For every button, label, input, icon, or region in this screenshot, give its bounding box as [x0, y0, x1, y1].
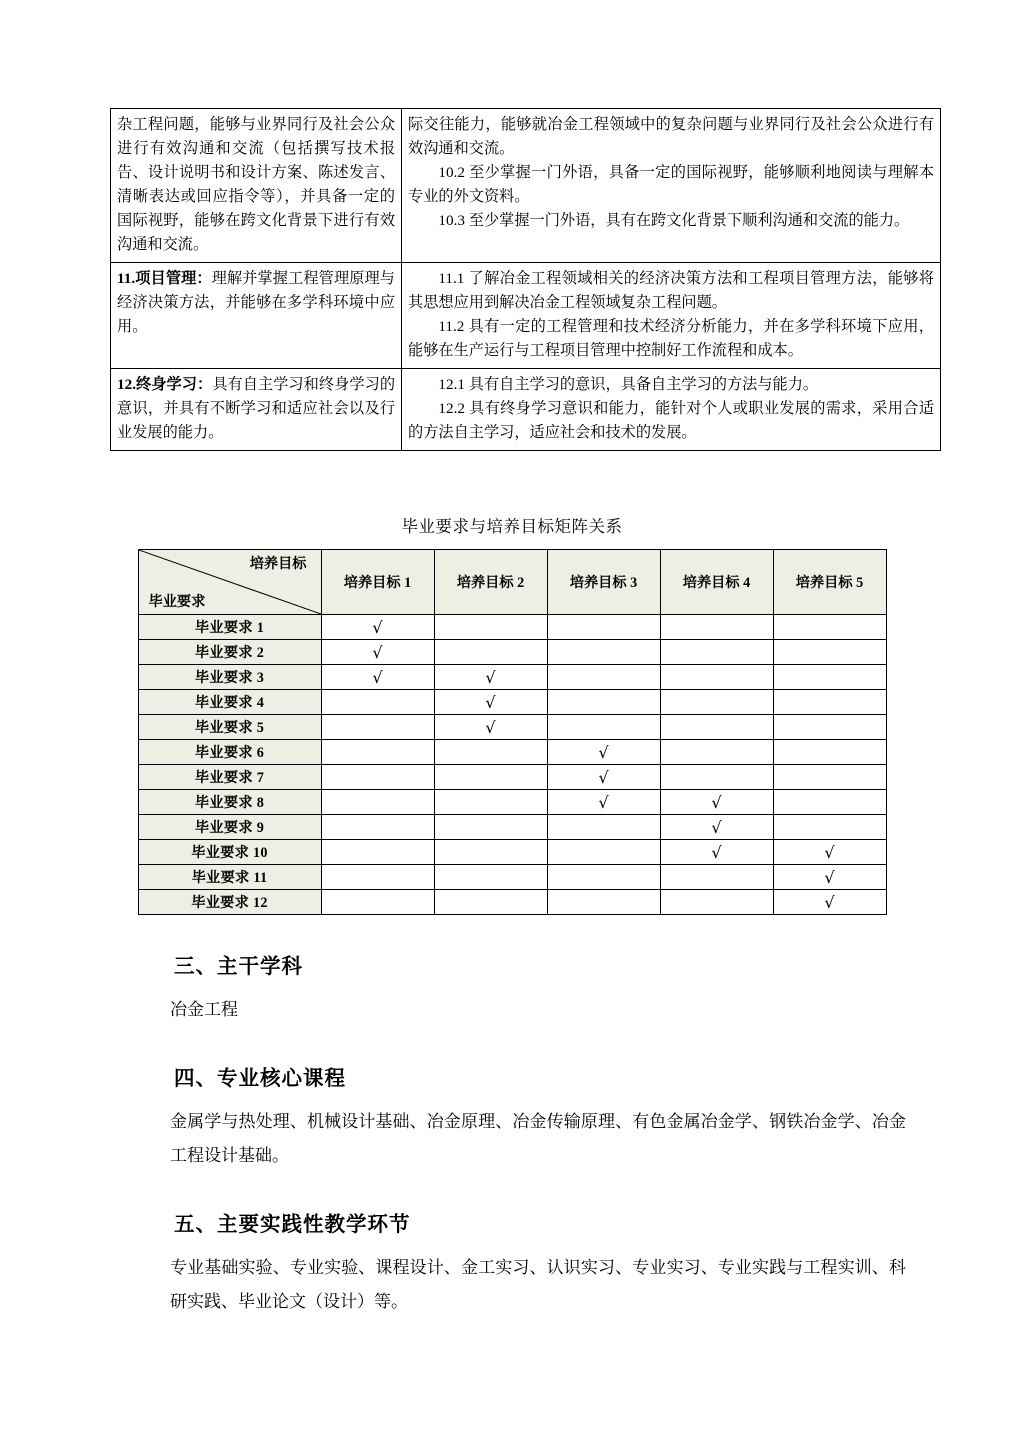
matrix-row-header: 毕业要求 11: [138, 865, 321, 890]
table-row: [111, 263, 941, 369]
requirement-body: 具有自主学习和终身学习的意识，并具有不断学习和适应社会以及行业发展的能力。: [117, 376, 396, 442]
matrix-cell-checked: √: [660, 840, 773, 865]
requirement-title: 11.项目管理：: [117, 270, 212, 288]
matrix-cell-checked: √: [434, 715, 547, 740]
matrix-cell-checked: √: [547, 790, 660, 815]
matrix-cell-empty: [434, 640, 547, 665]
requirements-objectives-matrix: [138, 549, 887, 915]
matrix-cell-empty: [773, 690, 886, 715]
matrix-cell-empty: [434, 840, 547, 865]
matrix-row-header: 毕业要求 10: [138, 840, 321, 865]
matrix-col-header: 培养目标 2: [434, 550, 547, 615]
matrix-row-header: 毕业要求 7: [138, 765, 321, 790]
table-row: [138, 840, 886, 865]
section-paragraph: 专业基础实验、专业实验、课程设计、金工实习、认识实习、专业实习、专业实践与工程实训、科研实践、毕业论文（设计）等。: [170, 1258, 906, 1312]
matrix-row-header: 毕业要求 8: [138, 790, 321, 815]
matrix-cell-empty: [773, 815, 886, 840]
matrix-cell-empty: [434, 790, 547, 815]
matrix-cell-empty: [321, 865, 434, 890]
matrix-header-row: [138, 550, 886, 615]
matrix-cell-empty: [547, 615, 660, 640]
matrix-cell-empty: [660, 615, 773, 640]
matrix-cell-checked: √: [321, 615, 434, 640]
table-row: [138, 740, 886, 765]
matrix-cell-empty: [321, 790, 434, 815]
matrix-cell-empty: [660, 665, 773, 690]
matrix-row-header: 毕业要求 5: [138, 715, 321, 740]
table-row: [138, 690, 886, 715]
matrix-cell-empty: [660, 890, 773, 915]
table-row: [138, 665, 886, 690]
indicator-text: 12.1 具有自主学习的意识，具备自主学习的方法与能力。: [438, 376, 819, 394]
matrix-cell-empty: [434, 765, 547, 790]
matrix-cell-empty: [434, 815, 547, 840]
table-row: [138, 640, 886, 665]
indicator-text: 11.2 具有一定的工程管理和技术经济分析能力，并在多学科环境下应用，能够在生产运行与工程项目管理中控制好工作流程和成本。: [408, 318, 934, 360]
matrix-row-header: 毕业要求 9: [138, 815, 321, 840]
matrix-cell-empty: [547, 815, 660, 840]
matrix-corner-bottom-label: 毕业要求: [148, 594, 206, 611]
matrix-cell-empty: [547, 865, 660, 890]
matrix-title: 毕业要求与培养目标矩阵关系: [401, 517, 623, 537]
matrix-col-header: 培养目标 5: [773, 550, 886, 615]
matrix-cell-empty: [547, 715, 660, 740]
matrix-cell-empty: [660, 690, 773, 715]
table-row: [138, 715, 886, 740]
table-row: [138, 815, 886, 840]
matrix-corner-top-label: 培养目标: [249, 556, 307, 573]
matrix-cell-empty: [547, 690, 660, 715]
matrix-col-header: 培养目标 1: [321, 550, 434, 615]
requirement-text: [117, 373, 395, 445]
table-row: [138, 890, 886, 915]
requirement-description-cell: [111, 109, 402, 263]
indicator-text: 11.1 了解冶金工程领域相关的经济决策方法和工程项目管理方法，能够将其思想应用到解决冶金工程领域复杂工程问题。: [408, 270, 934, 312]
section-paragraph: 冶金工程: [170, 1000, 238, 1020]
matrix-cell-empty: [434, 890, 547, 915]
requirement-text: [117, 267, 395, 339]
matrix-body: [138, 615, 886, 915]
matrix-row-header: 毕业要求 6: [138, 740, 321, 765]
matrix-cell-checked: √: [547, 765, 660, 790]
matrix-row-header: 毕业要求 2: [138, 640, 321, 665]
matrix-cell-checked: √: [434, 665, 547, 690]
matrix-cell-checked: √: [660, 815, 773, 840]
matrix-row-header: 毕业要求 12: [138, 890, 321, 915]
matrix-cell-empty: [773, 790, 886, 815]
table-row: [111, 109, 941, 263]
matrix-cell-checked: √: [773, 840, 886, 865]
requirement-title: 12.终身学习：: [117, 376, 213, 394]
matrix-cell-empty: [434, 865, 547, 890]
table-row: [138, 790, 886, 815]
indicator-cell: [402, 109, 941, 263]
matrix-cell-empty: [660, 765, 773, 790]
requirement-description-cell: [111, 369, 402, 451]
matrix-col-header: 培养目标 4: [660, 550, 773, 615]
table-row: [111, 369, 941, 451]
matrix-cell-empty: [547, 640, 660, 665]
matrix-cell-empty: [547, 665, 660, 690]
indicator-text: 12.2 具有终身学习意识和能力，能针对个人或职业发展的需求，采用合适的方法自主学习，适应社会和技术的发展。: [408, 400, 934, 442]
graduation-requirements-table: [110, 108, 941, 451]
matrix-cell-empty: [321, 690, 434, 715]
matrix-cell-empty: [773, 665, 886, 690]
requirement-description-cell: [111, 263, 402, 369]
indicator-text: 10.3 至少掌握一门外语，具有在跨文化背景下顺利沟通和交流的能力。: [438, 212, 910, 230]
matrix-cell-checked: √: [547, 740, 660, 765]
matrix-cell-empty: [660, 715, 773, 740]
matrix-col-header: 培养目标 3: [547, 550, 660, 615]
matrix-cell-empty: [773, 615, 886, 640]
matrix-cell-empty: [434, 740, 547, 765]
section-heading-4: 四、专业核心课程: [174, 1066, 346, 1091]
matrix-row-header: 毕业要求 1: [138, 615, 321, 640]
section-paragraph: 金属学与热处理、机械设计基础、冶金原理、冶金传输原理、有色金属冶金学、钢铁冶金学、冶金工程设计基础。: [170, 1112, 906, 1166]
table-row: [138, 865, 886, 890]
matrix-cell-checked: √: [773, 865, 886, 890]
indicator-text: 10.2 至少掌握一门外语，具备一定的国际视野，能够顺利地阅读与理解本专业的外文资料。: [408, 164, 934, 206]
matrix-cell-empty: [547, 890, 660, 915]
matrix-cell-empty: [660, 640, 773, 665]
matrix-cell-empty: [321, 890, 434, 915]
indicator-cell: [402, 263, 941, 369]
matrix-cell-empty: [660, 865, 773, 890]
table-row: [138, 615, 886, 640]
matrix-cell-empty: [321, 840, 434, 865]
matrix-cell-empty: [321, 740, 434, 765]
matrix-row-header: 毕业要求 3: [138, 665, 321, 690]
matrix-cell-checked: √: [321, 640, 434, 665]
section-heading-3: 三、主干学科: [174, 954, 303, 979]
matrix-cell-empty: [321, 715, 434, 740]
matrix-cell-empty: [321, 815, 434, 840]
section-heading-5: 五、主要实践性教学环节: [174, 1212, 411, 1237]
matrix-cell-empty: [773, 715, 886, 740]
requirement-text: 杂工程问题，能够与业界同行及社会公众进行有效沟通和交流（包括撰写技术报告、设计说明书和设计方案、陈述发言、清晰表达或回应指令等），并具备一定的国际视野，能够在跨文化背景下进行有效沟通和交流。: [117, 116, 395, 254]
table-row: [138, 765, 886, 790]
matrix-cell-empty: [773, 765, 886, 790]
matrix-cell-checked: √: [773, 890, 886, 915]
indicator-text: 际交往能力，能够就冶金工程领域中的复杂问题与业界同行及社会公众进行有效沟通和交流。: [408, 116, 934, 158]
matrix-cell-empty: [321, 765, 434, 790]
matrix-cell-empty: [547, 840, 660, 865]
matrix-cell-checked: √: [434, 690, 547, 715]
matrix-corner-cell: [138, 550, 321, 615]
matrix-cell-checked: √: [660, 790, 773, 815]
matrix-cell-empty: [773, 740, 886, 765]
matrix-cell-checked: √: [321, 665, 434, 690]
requirement-body: 理解并掌握工程管理原理与经济决策方法，并能够在多学科环境中应用。: [117, 270, 395, 336]
matrix-row-header: 毕业要求 4: [138, 690, 321, 715]
indicator-cell: [402, 369, 941, 451]
matrix-cell-empty: [660, 740, 773, 765]
matrix-cell-empty: [773, 640, 886, 665]
matrix-cell-empty: [434, 615, 547, 640]
